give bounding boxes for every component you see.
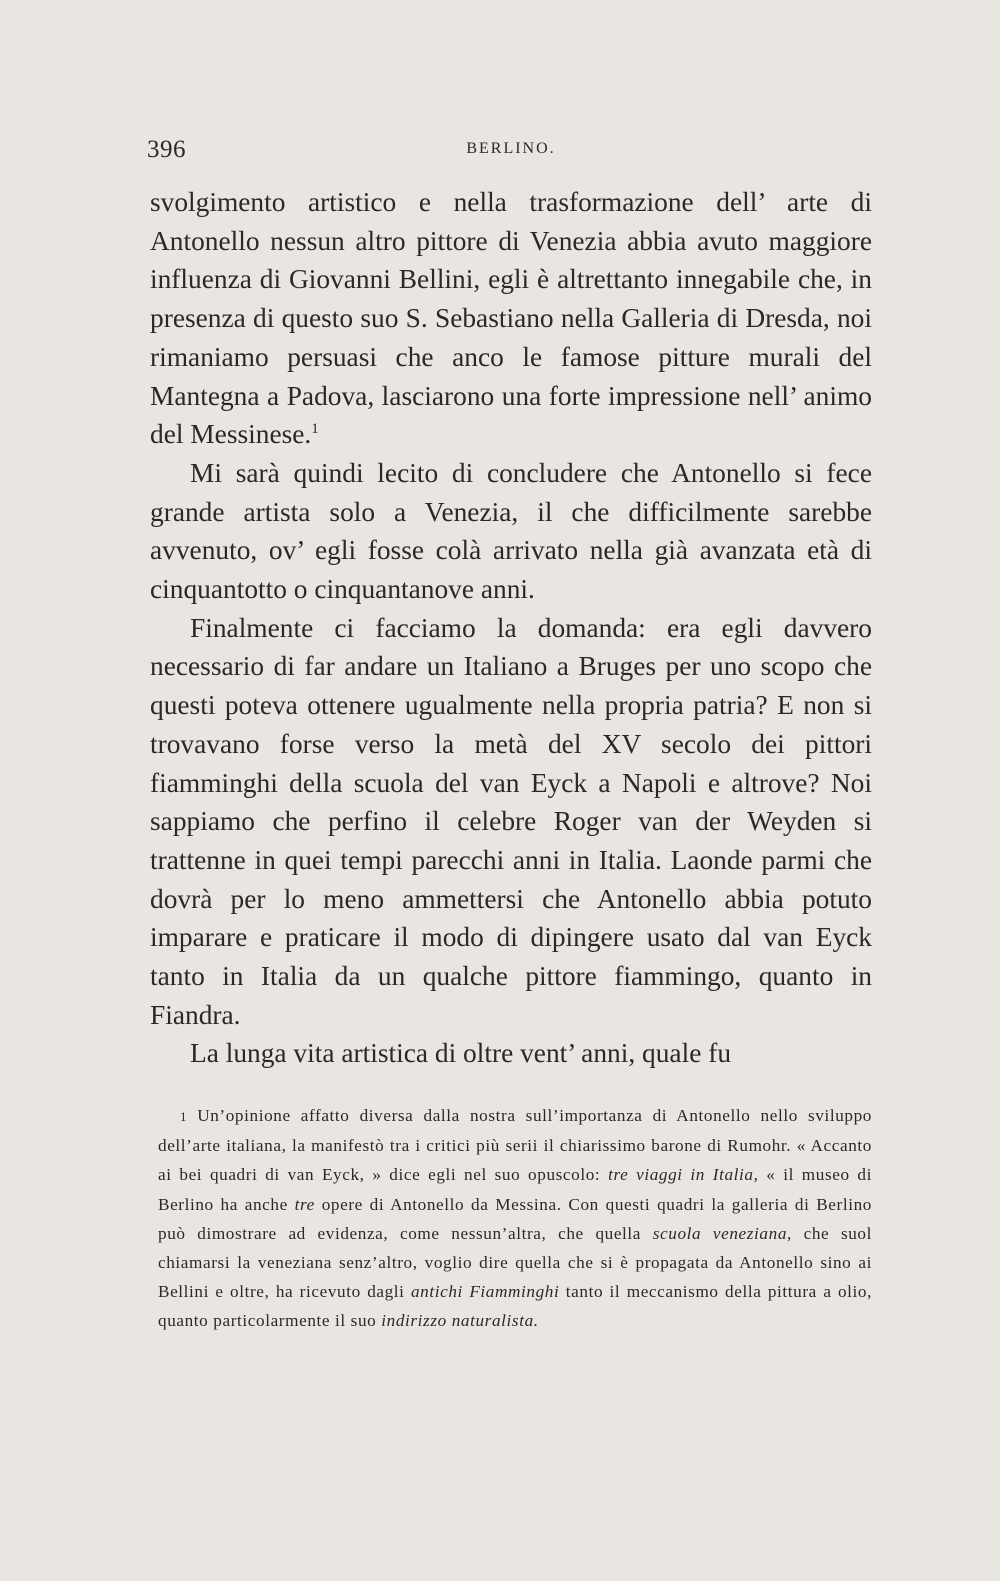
paragraph [150, 609, 872, 1035]
footnotes [158, 1101, 872, 1336]
footnote-text: opere di Antonello da Messina. Con questi quadri la galleria di Berlino può dimostrare ad evidenza, come nessun’altra, che quella [158, 1194, 872, 1243]
footnote-italic: antichi Fiamminghi [410, 1282, 560, 1302]
footnote-text: Un’opinione affatto diversa dalla nostra sull’importanza di Antonello nello sviluppo dell’arte italiana, la manifestò tra i critici più serii il chiarissimo barone di Rumohr. « Accanto ai bei quadri di van Eyck, » dice egli nel suo opuscolo: [158, 1106, 872, 1185]
paragraph-text: svolgimento artistico e nella trasformazione dell’ arte di Antonello nessun altro pittore di Venezia abbia avuto maggiore influenza di Giovanni Bellini, egli è altrettanto innegabile che, in presenza di questo suo S. Sebastiano nella Galleria di Dresda, noi rimaniamo persuasi che anco le famose pitture murali del Mantegna a Padova, lasciarono una forte impressione nell’ animo del Messinese. [150, 187, 872, 450]
paragraph-text: La lunga vita artistica di oltre vent’ anni, quale fu [190, 1038, 732, 1069]
footnote-italic: indirizzo naturalista. [381, 1311, 539, 1331]
footnote [158, 1101, 872, 1336]
paragraph [150, 183, 872, 454]
paragraph [150, 454, 872, 609]
footnote-italic: tre [294, 1194, 315, 1214]
page-number: 396 [147, 136, 186, 163]
footnote-text: che suol chiamarsi la veneziana senz’altro, voglio dire quella che si è propagata da Antonello sino ai Bellini e oltre, ha ricevuto dagli [158, 1223, 872, 1302]
footnote-italic: tre viaggi in Italia, [608, 1165, 759, 1185]
paragraph [150, 1034, 872, 1073]
footnote-text: tanto il meccanismo della pittura a olio, quanto particolarmente il suo [158, 1282, 872, 1331]
running-head: BERLINO. [466, 140, 556, 157]
footnote-mark: 1 [180, 1109, 188, 1124]
footnote-italic: scuola veneziana, [652, 1223, 792, 1243]
footnote-reference: 1 [311, 421, 319, 438]
footnote-text: « il museo di Berlino ha anche [158, 1165, 872, 1214]
page-header [147, 136, 875, 166]
paragraph-text: Mi sarà quindi lecito di concludere che Antonello si fece grande artista solo a Venezia, il che difficilmente sarebbe avvenuto, ov’ egli fosse colà arrivato nella già avanzata età di cinquantotto o cinquantanove anni. [150, 457, 872, 605]
main-text [150, 183, 872, 1073]
paragraph-text: Finalmente ci facciamo la domanda: era egli davvero necessario di far andare un Italiano a Bruges per uno scopo che questi poteva ottenere ugualmente nella propria patria? E non si trovavano forse verso la metà del XV secolo dei pittori fiamminghi della scuola del van Eyck a Napoli e altrove? Noi sappiamo che perfino il celebre Roger van der Weyden si trattenne in quei tempi parecchi anni in Italia. Laonde parmi che dovrà per lo meno ammettersi che Antonello abbia potuto imparare e praticare il modo di dipingere usato dal van Eyck tanto in Italia da un qualche pittore fiammingo, quanto in Fiandra. [150, 612, 872, 1030]
